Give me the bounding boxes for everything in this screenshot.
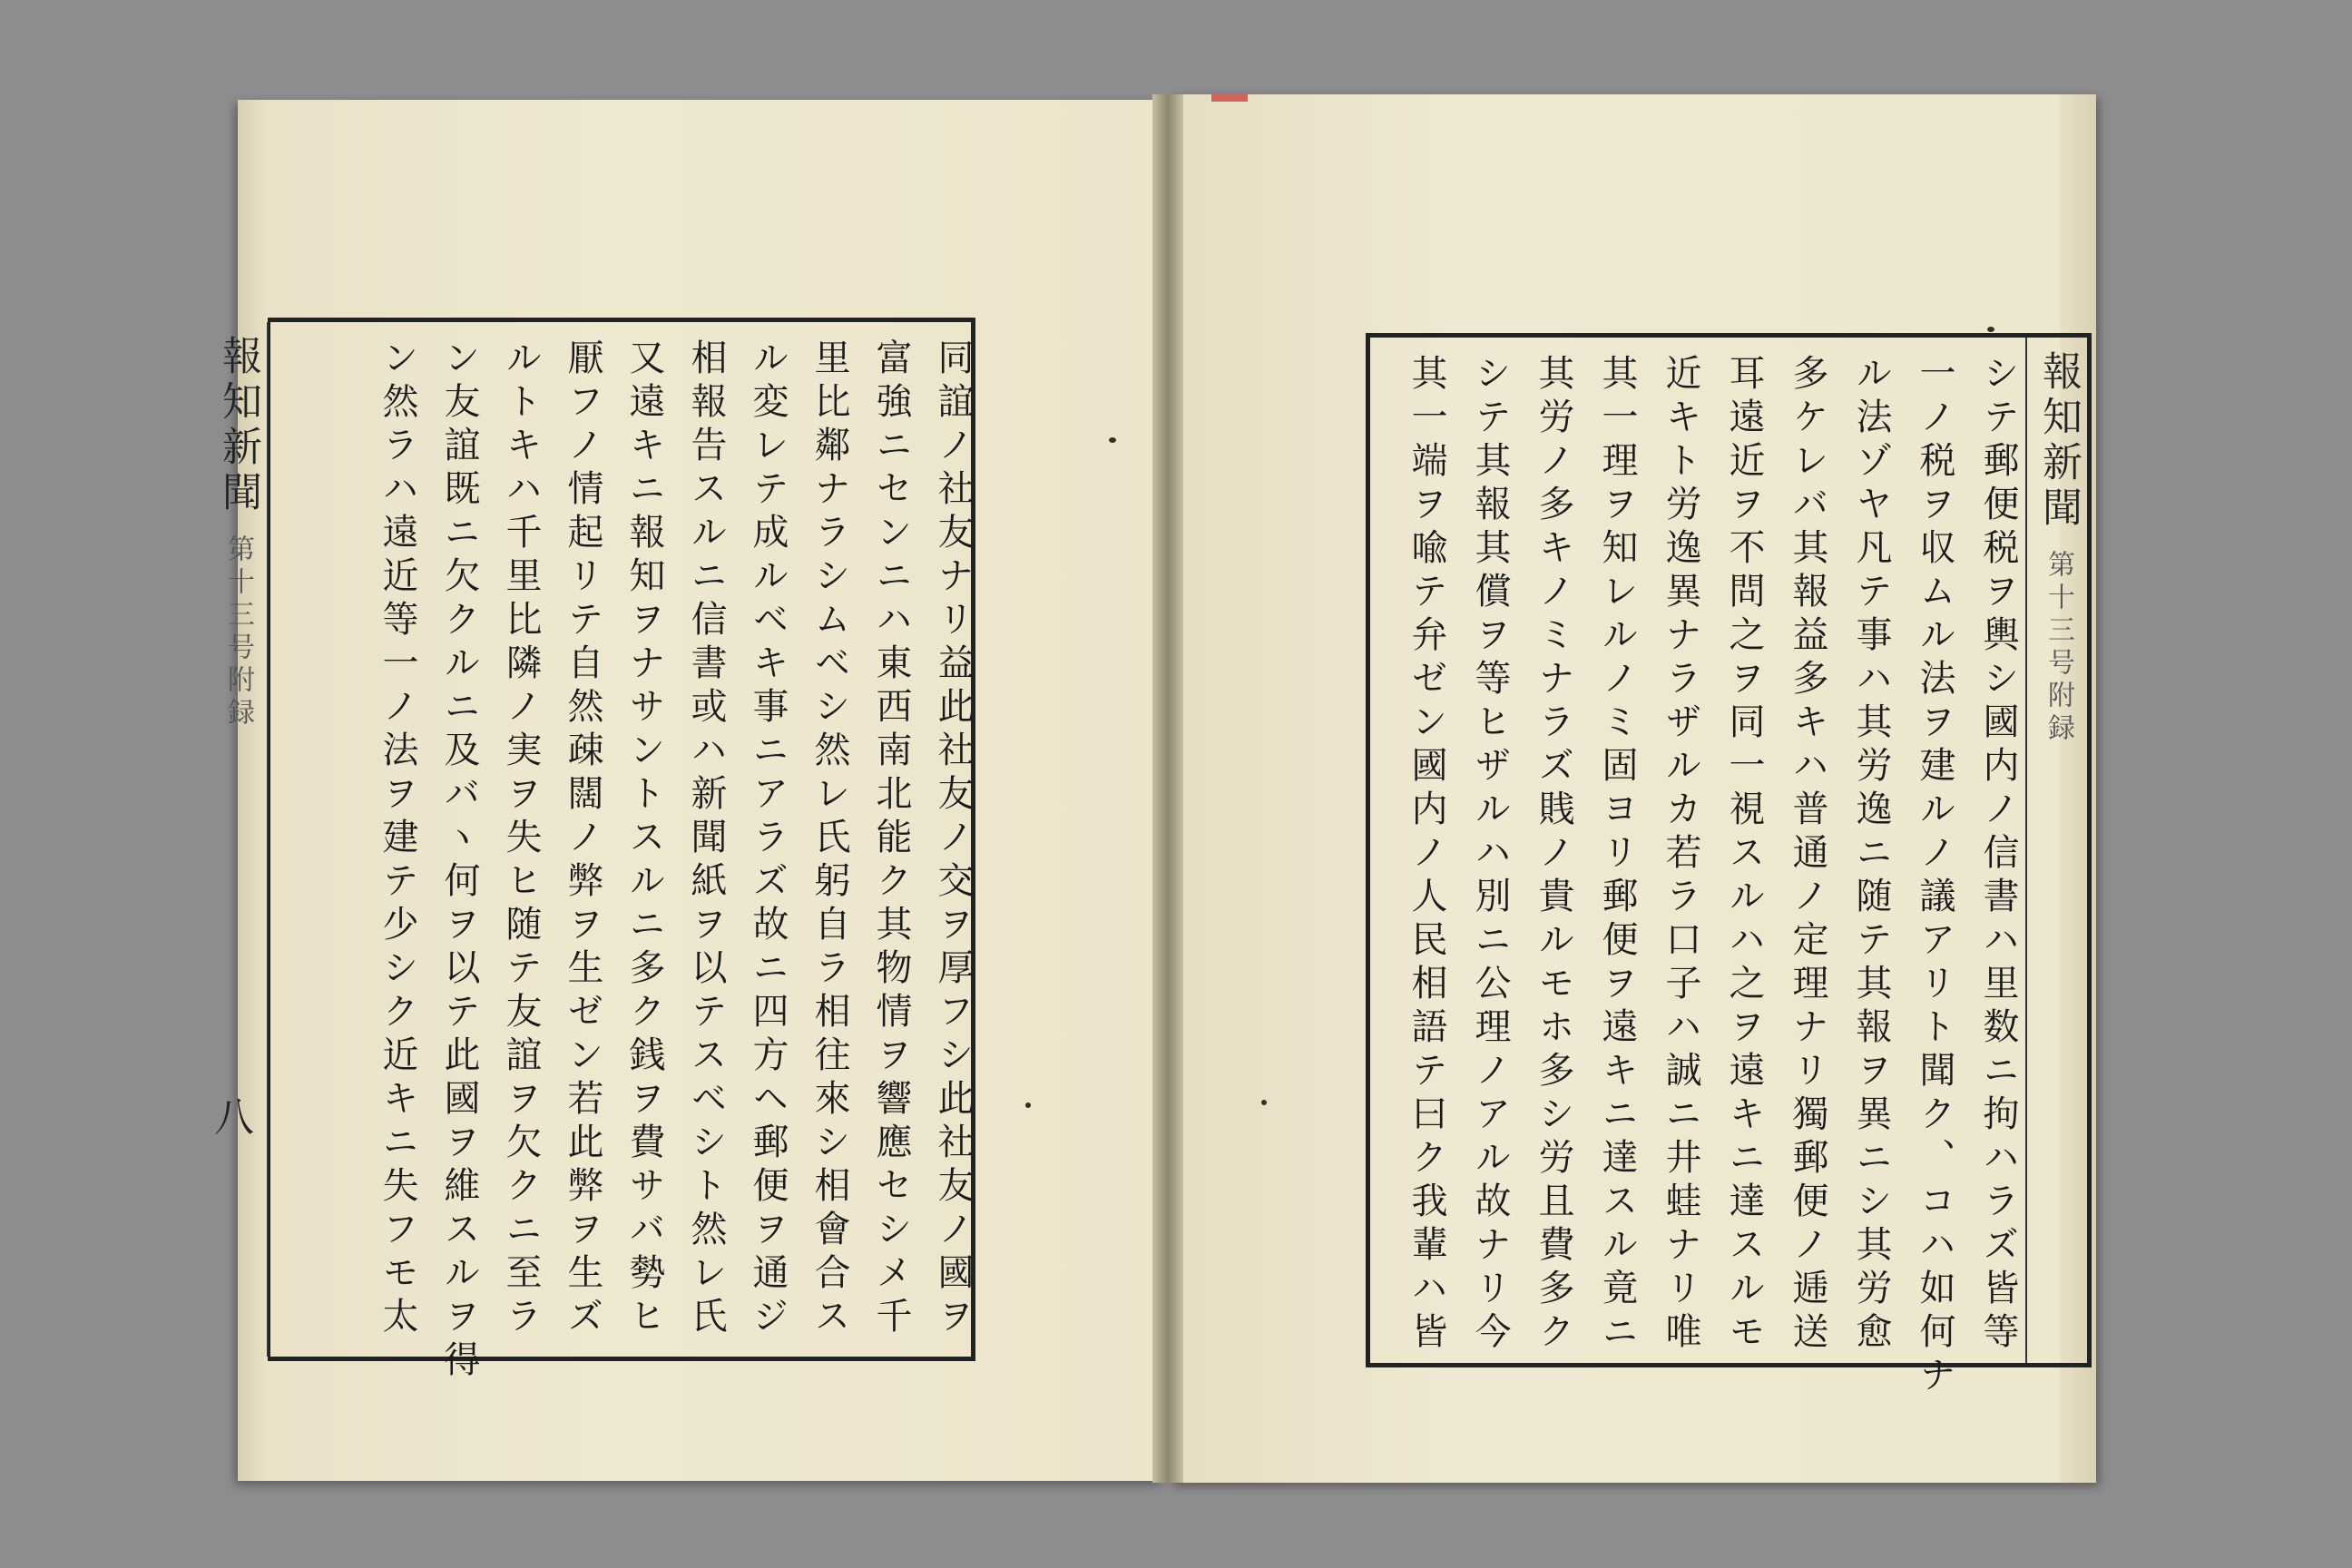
right-heading-sub: 第十三号附録: [2043, 550, 2074, 746]
right-col-5: 耳遠近ヲ不問之ヲ同一視スルハ之ヲ遠キニ達スルモ: [1723, 354, 1765, 1356]
left-col-5: 相報告スルニ信書或ハ新聞紙ヲ以テスベシト然レ氏: [685, 338, 727, 1340]
right-heading: [2025, 338, 2087, 1363]
left-col-3: 里比鄰ナラシムベシ然レ氏躬自ラ相往來シ相會合ス: [808, 338, 850, 1340]
left-col-4: ル変レテ成ルベキ事ニアラズ故ニ四方ヘ郵便ヲ通ジ: [747, 338, 789, 1340]
book-gutter: [1152, 94, 1183, 1483]
right-col-3: ル法ゾヤ凡テ事ハ其労逸ニ随テ其報ヲ異ニシ其労愈: [1850, 354, 1892, 1356]
left-col-6: 又遠キニ報知ヲナサントスルニ多ク銭ヲ費サバ勢ヒ: [623, 338, 665, 1340]
paper-speck: [1987, 327, 1994, 332]
page-number: 八: [214, 1094, 254, 1141]
right-col-6: 近キト労逸異ナラザルカ若ラ口子ハ誠ニ井蛙ナリ唯: [1660, 354, 1701, 1356]
paper-speck: [1109, 437, 1116, 443]
right-heading-title: 報知新聞: [2035, 350, 2082, 532]
paper-speck: [1261, 1100, 1267, 1105]
left-col-7: 厭フノ情起リテ自然疎闊ノ弊ヲ生ゼン若此弊ヲ生ズ: [562, 338, 603, 1340]
left-col-2: 富強ニセンニハ東西南北能ク其物情ヲ響應セシメ千: [870, 338, 912, 1340]
left-heading: [214, 322, 269, 1357]
right-col-4: 多ケレバ其報益多キハ普通ノ定理ナリ獨郵便ノ逓送: [1787, 354, 1828, 1356]
right-col-9: シテ其報其償ヲ等ヒザルハ別ニ公理ノアル故ナリ今: [1469, 354, 1511, 1356]
right-text-frame: [1366, 333, 2092, 1399]
right-col-1: シテ郵便税ヲ輿シ國内ノ信書ハ里数ニ拘ハラズ皆等: [1977, 354, 2019, 1356]
left-col-9: ン友誼既ニ欠クルニ及バヽ何ヲ以テ此國ヲ維スルヲ得: [438, 338, 480, 1384]
left-text-frame: [214, 318, 975, 1384]
left-heading-title: 報知新聞: [215, 335, 261, 516]
right-col-10: 其一端ヲ喩テ弁ゼン國内ノ人民相語テ曰ク我輩ハ皆: [1406, 354, 1447, 1356]
left-col-10: ン然ラハ遠近等一ノ法ヲ建テ少シク近キニ失フモ太: [377, 338, 418, 1340]
left-col-1: 同誼ノ社友ナリ益此社友ノ交ヲ厚フシ此社友ノ國ヲ: [932, 338, 974, 1340]
left-heading-sub: 第十三号附録: [222, 534, 254, 730]
red-mark: [1211, 94, 1248, 102]
right-col-7: 其一理ヲ知レルノミ固ヨリ郵便ヲ遠キニ達スル竟ニ: [1596, 354, 1638, 1356]
left-col-8: ルトキハ千里比隣ノ実ヲ失ヒ随テ友誼ヲ欠クニ至ラ: [500, 338, 542, 1340]
right-col-8: 其労ノ多キノミナラズ賎ノ貴ルモホ多シ労且費多ク: [1533, 354, 1574, 1356]
right-col-2: 一ノ税ヲ収ムル法ヲ建ルノ議アリト聞ク、コハ如何ナ: [1914, 354, 1955, 1399]
paper-speck: [1025, 1102, 1031, 1108]
